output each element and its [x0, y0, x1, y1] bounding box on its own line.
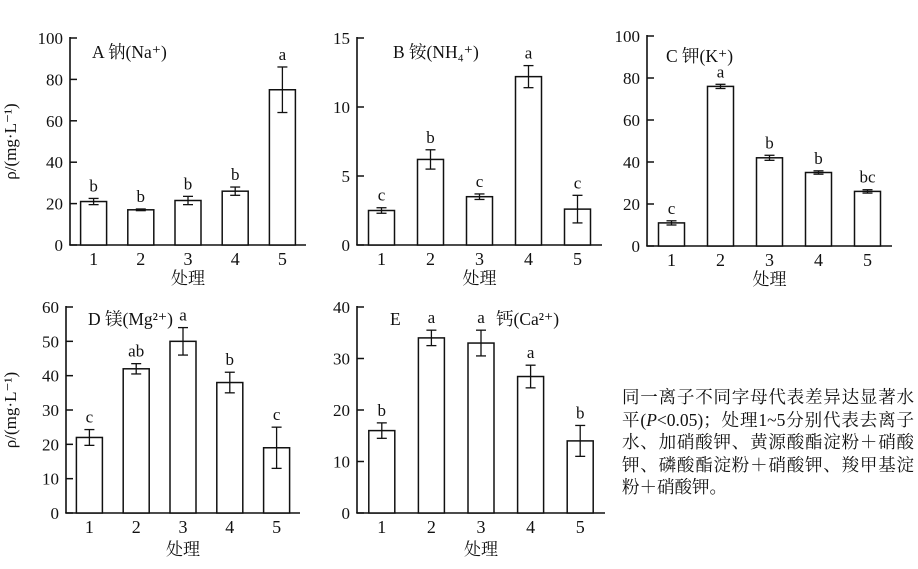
bar — [128, 210, 154, 245]
sig-letter: a — [477, 308, 485, 328]
y-tick-label: 20 — [623, 195, 640, 214]
bar — [369, 211, 395, 246]
sig-letter: a — [526, 343, 535, 363]
x-axis-label: 处理 — [464, 540, 498, 559]
x-axis-label: 处理 — [166, 540, 200, 559]
chart-panel-magnesium — [0, 285, 312, 569]
bar — [217, 383, 243, 513]
y-tick-label: 10 — [333, 98, 350, 117]
y-tick-label: 60 — [46, 111, 63, 131]
x-tick-label: 3 — [183, 249, 193, 269]
x-tick-label: 5 — [573, 249, 582, 269]
note-text-pre: 同一离子不同字母代表差异达显著水平( — [622, 387, 914, 430]
sig-letter: b — [377, 400, 387, 420]
bar — [516, 77, 542, 245]
sig-letter: c — [377, 185, 386, 205]
bar — [222, 191, 248, 245]
bar — [81, 202, 107, 245]
chart-panel-potassium — [600, 0, 918, 289]
x-axis-label: 处理 — [171, 269, 205, 288]
y-tick-label: 40 — [333, 298, 350, 317]
y-tick-label: 30 — [333, 349, 350, 369]
x-tick-label: 5 — [575, 517, 585, 537]
y-tick-label: 0 — [341, 504, 350, 523]
bar — [369, 431, 395, 513]
sig-letter: b — [183, 174, 193, 194]
x-tick-label: 3 — [765, 250, 774, 270]
x-tick-label: 2 — [426, 249, 435, 269]
sig-letter: b — [136, 186, 146, 206]
x-tick-label: 2 — [131, 517, 141, 537]
sig-letter: ab — [128, 341, 145, 361]
y-tick-label: 40 — [42, 366, 59, 386]
chart-panel-calcium — [300, 285, 620, 569]
bar — [170, 341, 196, 513]
sig-letter: b — [89, 176, 98, 196]
bar — [757, 158, 783, 246]
y-axis-label: ρ/(mg·L⁻¹) — [1, 103, 20, 180]
sig-letter: c — [272, 405, 281, 425]
y-tick-label: 40 — [623, 153, 640, 172]
y-tick-label: 20 — [42, 435, 59, 455]
x-axis-label: 处理 — [752, 270, 787, 289]
bar — [708, 86, 734, 246]
bar — [806, 173, 832, 247]
x-tick-label: 4 — [230, 249, 240, 269]
chart-panel-sodium — [0, 0, 312, 288]
chart-title: 钙(Ca²⁺) — [496, 309, 560, 329]
x-tick-label: 3 — [178, 517, 188, 537]
sig-letter: c — [667, 198, 676, 218]
x-tick-label: 2 — [426, 517, 436, 537]
chart-title: B 铵(NH₄⁺) — [393, 42, 479, 62]
sig-letter: b — [225, 350, 235, 370]
bar — [518, 377, 544, 513]
y-tick-label: 10 — [42, 469, 59, 489]
x-tick-label: 1 — [84, 517, 94, 537]
chart-panel-ammonium — [300, 0, 612, 288]
bar — [659, 223, 685, 246]
y-tick-label: 0 — [50, 504, 59, 523]
x-tick-label: 2 — [136, 249, 146, 269]
bar — [418, 159, 444, 245]
sig-letter: b — [575, 403, 585, 423]
x-tick-label: 5 — [863, 250, 872, 270]
x-tick-label: 5 — [277, 249, 287, 269]
sig-letter: c — [85, 407, 94, 427]
sig-letter: c — [475, 171, 484, 191]
chart-svg — [600, 0, 918, 289]
sig-letter: b — [426, 127, 435, 147]
x-tick-label: 5 — [272, 517, 282, 537]
x-tick-label: 3 — [475, 249, 484, 269]
x-tick-label: 4 — [814, 250, 823, 270]
sig-letter: a — [524, 43, 533, 63]
chart-svg — [300, 0, 612, 288]
figure-note — [622, 386, 914, 499]
bar — [175, 200, 201, 245]
y-tick-label: 80 — [623, 69, 640, 88]
bar — [123, 369, 149, 513]
y-tick-label: 100 — [614, 27, 640, 46]
y-tick-label: 100 — [37, 29, 63, 48]
panel-label: E — [390, 309, 401, 329]
x-tick-label: 4 — [524, 249, 533, 269]
x-tick-label: 1 — [667, 250, 676, 270]
y-tick-label: 80 — [46, 70, 63, 90]
y-tick-label: 60 — [42, 298, 59, 317]
y-tick-label: 40 — [46, 153, 63, 173]
x-tick-label: 3 — [476, 517, 486, 537]
y-tick-label: 20 — [333, 401, 350, 420]
x-tick-label: 1 — [377, 249, 386, 269]
chart-title: A 钠(Na⁺) — [92, 42, 167, 62]
note-p-italic: P — [646, 409, 657, 430]
x-tick-label: 4 — [225, 517, 235, 537]
bar — [467, 197, 493, 245]
y-tick-label: 60 — [623, 111, 640, 130]
y-tick-label: 30 — [42, 401, 59, 420]
sig-letter: c — [573, 173, 582, 193]
chart-svg — [0, 0, 312, 288]
bar — [76, 437, 102, 513]
y-tick-label: 50 — [42, 332, 59, 352]
x-tick-label: 2 — [716, 250, 725, 270]
sig-letter: a — [278, 44, 287, 64]
y-tick-label: 0 — [631, 237, 640, 256]
sig-letter: b — [230, 165, 240, 185]
chart-title: D 镁(Mg²⁺) — [88, 309, 173, 329]
sig-letter: b — [814, 148, 823, 168]
sig-letter: a — [179, 305, 187, 325]
bar — [855, 191, 881, 246]
chart-title: C 钾(K⁺) — [666, 46, 734, 66]
x-tick-label: 1 — [377, 517, 387, 537]
sig-letter: b — [765, 133, 774, 153]
y-tick-label: 0 — [54, 236, 63, 255]
x-axis-label: 处理 — [462, 269, 497, 288]
sig-letter: bc — [859, 167, 876, 187]
y-tick-label: 20 — [46, 194, 63, 214]
bar — [418, 338, 444, 513]
bar — [468, 343, 494, 513]
x-tick-label: 4 — [526, 517, 536, 537]
chart-svg — [0, 285, 312, 569]
y-tick-label: 15 — [333, 29, 350, 48]
chart-svg — [300, 285, 620, 569]
x-tick-label: 1 — [89, 249, 99, 269]
y-tick-label: 5 — [341, 167, 350, 186]
y-tick-label: 10 — [333, 452, 350, 472]
y-axis-label: ρ/(mg·L⁻¹) — [1, 371, 20, 449]
sig-letter: a — [716, 62, 725, 82]
sig-letter: a — [427, 308, 436, 328]
note-text-post: <0.05)；处理1~5分别代表去离子水、加硝酸钾、黄源酸酯淀粉＋硝酸钾、磷酸酯淀粉＋硝酸钾、羧甲基淀粉＋硝酸钾。 — [622, 409, 915, 497]
y-tick-label: 0 — [341, 236, 350, 255]
